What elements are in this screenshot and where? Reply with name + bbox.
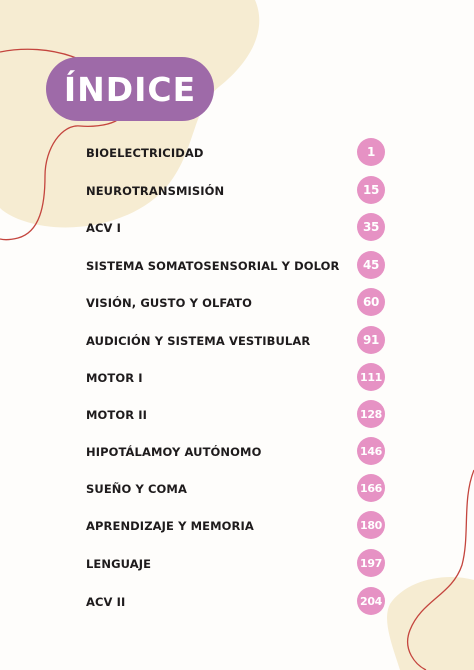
toc-entry-label: ACV I bbox=[86, 221, 122, 235]
toc-entry[interactable] bbox=[86, 587, 386, 617]
toc-entry[interactable] bbox=[86, 511, 386, 541]
toc-entry[interactable] bbox=[86, 213, 386, 243]
toc-page-number-badge: 146 bbox=[357, 437, 385, 465]
toc-entry[interactable] bbox=[86, 288, 386, 318]
toc-entry[interactable] bbox=[86, 251, 386, 281]
toc-entry-label: HIPOTÁLAMOY AUTÓNOMO bbox=[86, 445, 262, 459]
toc-page-number-badge: 180 bbox=[357, 511, 385, 539]
toc-page-number-badge: 204 bbox=[357, 587, 385, 615]
toc-entry[interactable] bbox=[86, 400, 386, 430]
toc-entry[interactable] bbox=[86, 437, 386, 467]
toc-page-number-badge: 1 bbox=[357, 138, 385, 166]
toc-entry-label: ACV II bbox=[86, 595, 126, 609]
toc-entry[interactable] bbox=[86, 138, 386, 168]
toc-page-number-badge: 91 bbox=[357, 326, 385, 354]
toc-entry[interactable] bbox=[86, 326, 386, 356]
toc-entry[interactable] bbox=[86, 549, 386, 579]
toc-entry[interactable] bbox=[86, 474, 386, 504]
toc-entry-label: MOTOR II bbox=[86, 408, 148, 422]
toc-page-number-badge: 45 bbox=[357, 251, 385, 279]
toc-page-number-badge: 35 bbox=[357, 213, 385, 241]
toc-page-number-badge: 128 bbox=[357, 400, 385, 428]
toc-page-number-badge: 111 bbox=[357, 363, 385, 391]
toc-entry-label: NEUROTRANSMISIÓN bbox=[86, 184, 225, 198]
toc-entry[interactable] bbox=[86, 363, 386, 393]
toc-entry-label: SUEÑO Y COMA bbox=[86, 482, 187, 496]
toc-entry-label: MOTOR I bbox=[86, 371, 143, 385]
toc-page-number-badge: 15 bbox=[357, 176, 385, 204]
toc-entry-label: AUDICIÓN Y SISTEMA VESTIBULAR bbox=[86, 334, 311, 348]
toc-entry-label: SISTEMA SOMATOSENSORIAL Y DOLOR bbox=[86, 259, 340, 273]
index-title: ÍNDICE bbox=[63, 69, 197, 109]
toc-entry-label: LENGUAJE bbox=[86, 557, 152, 571]
toc-entry-label: BIOELECTRICIDAD bbox=[86, 146, 204, 160]
toc-entry-label: APRENDIZAJE Y MEMORIA bbox=[86, 519, 254, 533]
toc-entry[interactable] bbox=[86, 176, 386, 206]
toc-page-number-badge: 197 bbox=[357, 549, 385, 577]
toc-page-number-badge: 60 bbox=[357, 288, 385, 316]
toc-page-number-badge: 166 bbox=[357, 474, 385, 502]
toc-entry-label: VISIÓN, GUSTO Y OLFATO bbox=[86, 296, 252, 310]
